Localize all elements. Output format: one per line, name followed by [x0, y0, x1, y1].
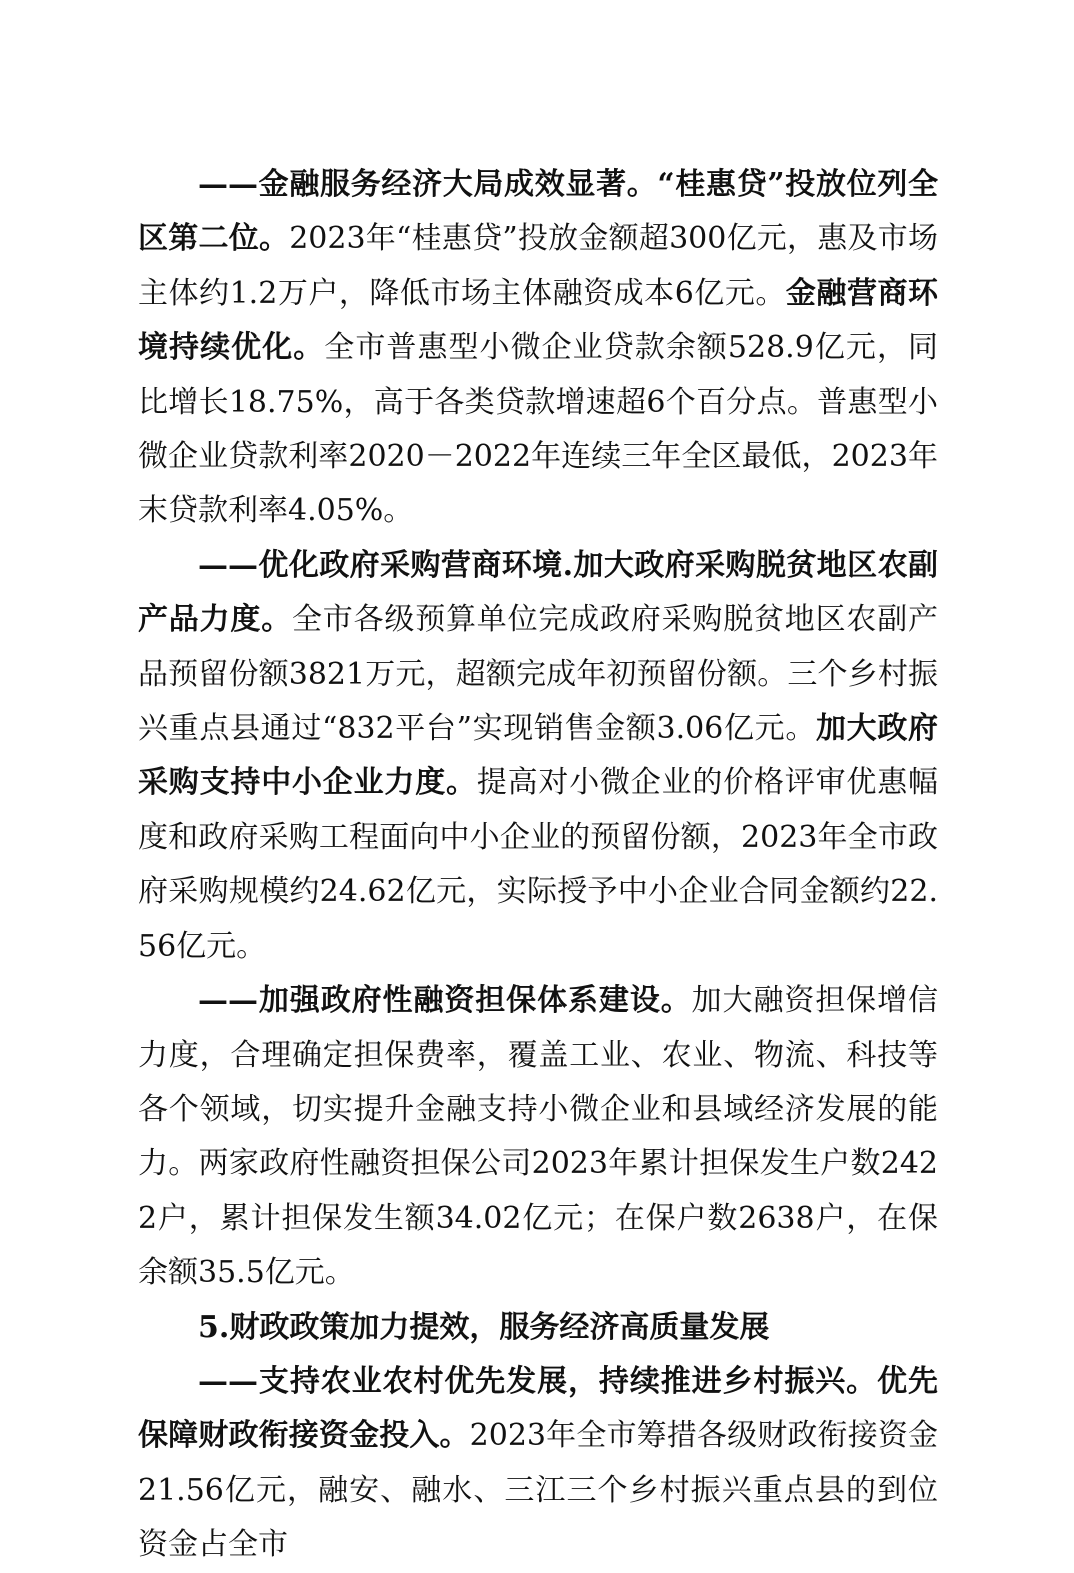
body-text: 提高对小微企业的价格评审优惠幅度和政府采购工程面向中小企业的预留份额，2023年全市政府采购规模约24.62亿元，实际授予中小企业合同金额约22.56亿元。 [138, 765, 939, 964]
bold-subhead: 金融营商环境持续优化。 [138, 275, 939, 366]
bold-lead: ——优化政府采购营商环境.加大政府采购脱贫地区农副产品力度。 [138, 547, 938, 638]
section-heading: 5.财政政策加力提效，服务经济高质量发展 [198, 1309, 770, 1345]
document-page [138, 158, 938, 1573]
bold-lead: ——加强政府性融资担保体系建设。 [198, 983, 692, 1019]
bold-lead: ——支持农业农村优先发展，持续推进乡村振兴。优先保障财政衔接资金投入。 [138, 1363, 938, 1454]
body-text: 全市各级预算单位完成政府采购脱贫地区农副产品预留份额3821万元，超额完成年初预留份额。三个乡村振兴重点县通过“832平台”实现销售金额3.06亿元。 [138, 602, 938, 747]
body-text: 加大融资担保增信力度，合理确定担保费率，覆盖工业、农业、物流、科技等各个领域，切实提升金融支持小微企业和县域经济发展的能力。两家政府性融资担保公司2023年累计担保发生户数2422户，累计担保发生额34.02亿元；在保户数2638户，在保余额35.5亿元。 [138, 983, 939, 1291]
bold-subhead: 加大政府采购支持中小企业力度。 [138, 711, 939, 801]
body-text: 2023年全市筹措各级财政衔接资金21.56亿元，融安、融水、三江三个乡村振兴重点县的到位资金占全市 [138, 1418, 938, 1563]
paragraph-financing-guarantee [138, 974, 938, 1300]
paragraph-government-procurement [138, 539, 938, 974]
paragraph-finance-services [138, 158, 938, 539]
body-text: 2023年“桂惠贷”投放金额超300亿元，惠及市场主体约1.2万户，降低市场主体融资成本6亿元。 [138, 221, 938, 311]
body-text: 全市普惠型小微企业贷款余额528.9亿元，同比增长18.75%，高于各类贷款增速超6个百分点。普惠型小微企业贷款利率2020－2022年连续三年全区最低，2023年末贷款利率4.05%。 [138, 330, 939, 529]
bold-lead: ——金融服务经济大局成效显著。“桂惠贷”投放位列全区第二位。 [138, 167, 938, 257]
paragraph-rural-revitalization [138, 1355, 938, 1573]
